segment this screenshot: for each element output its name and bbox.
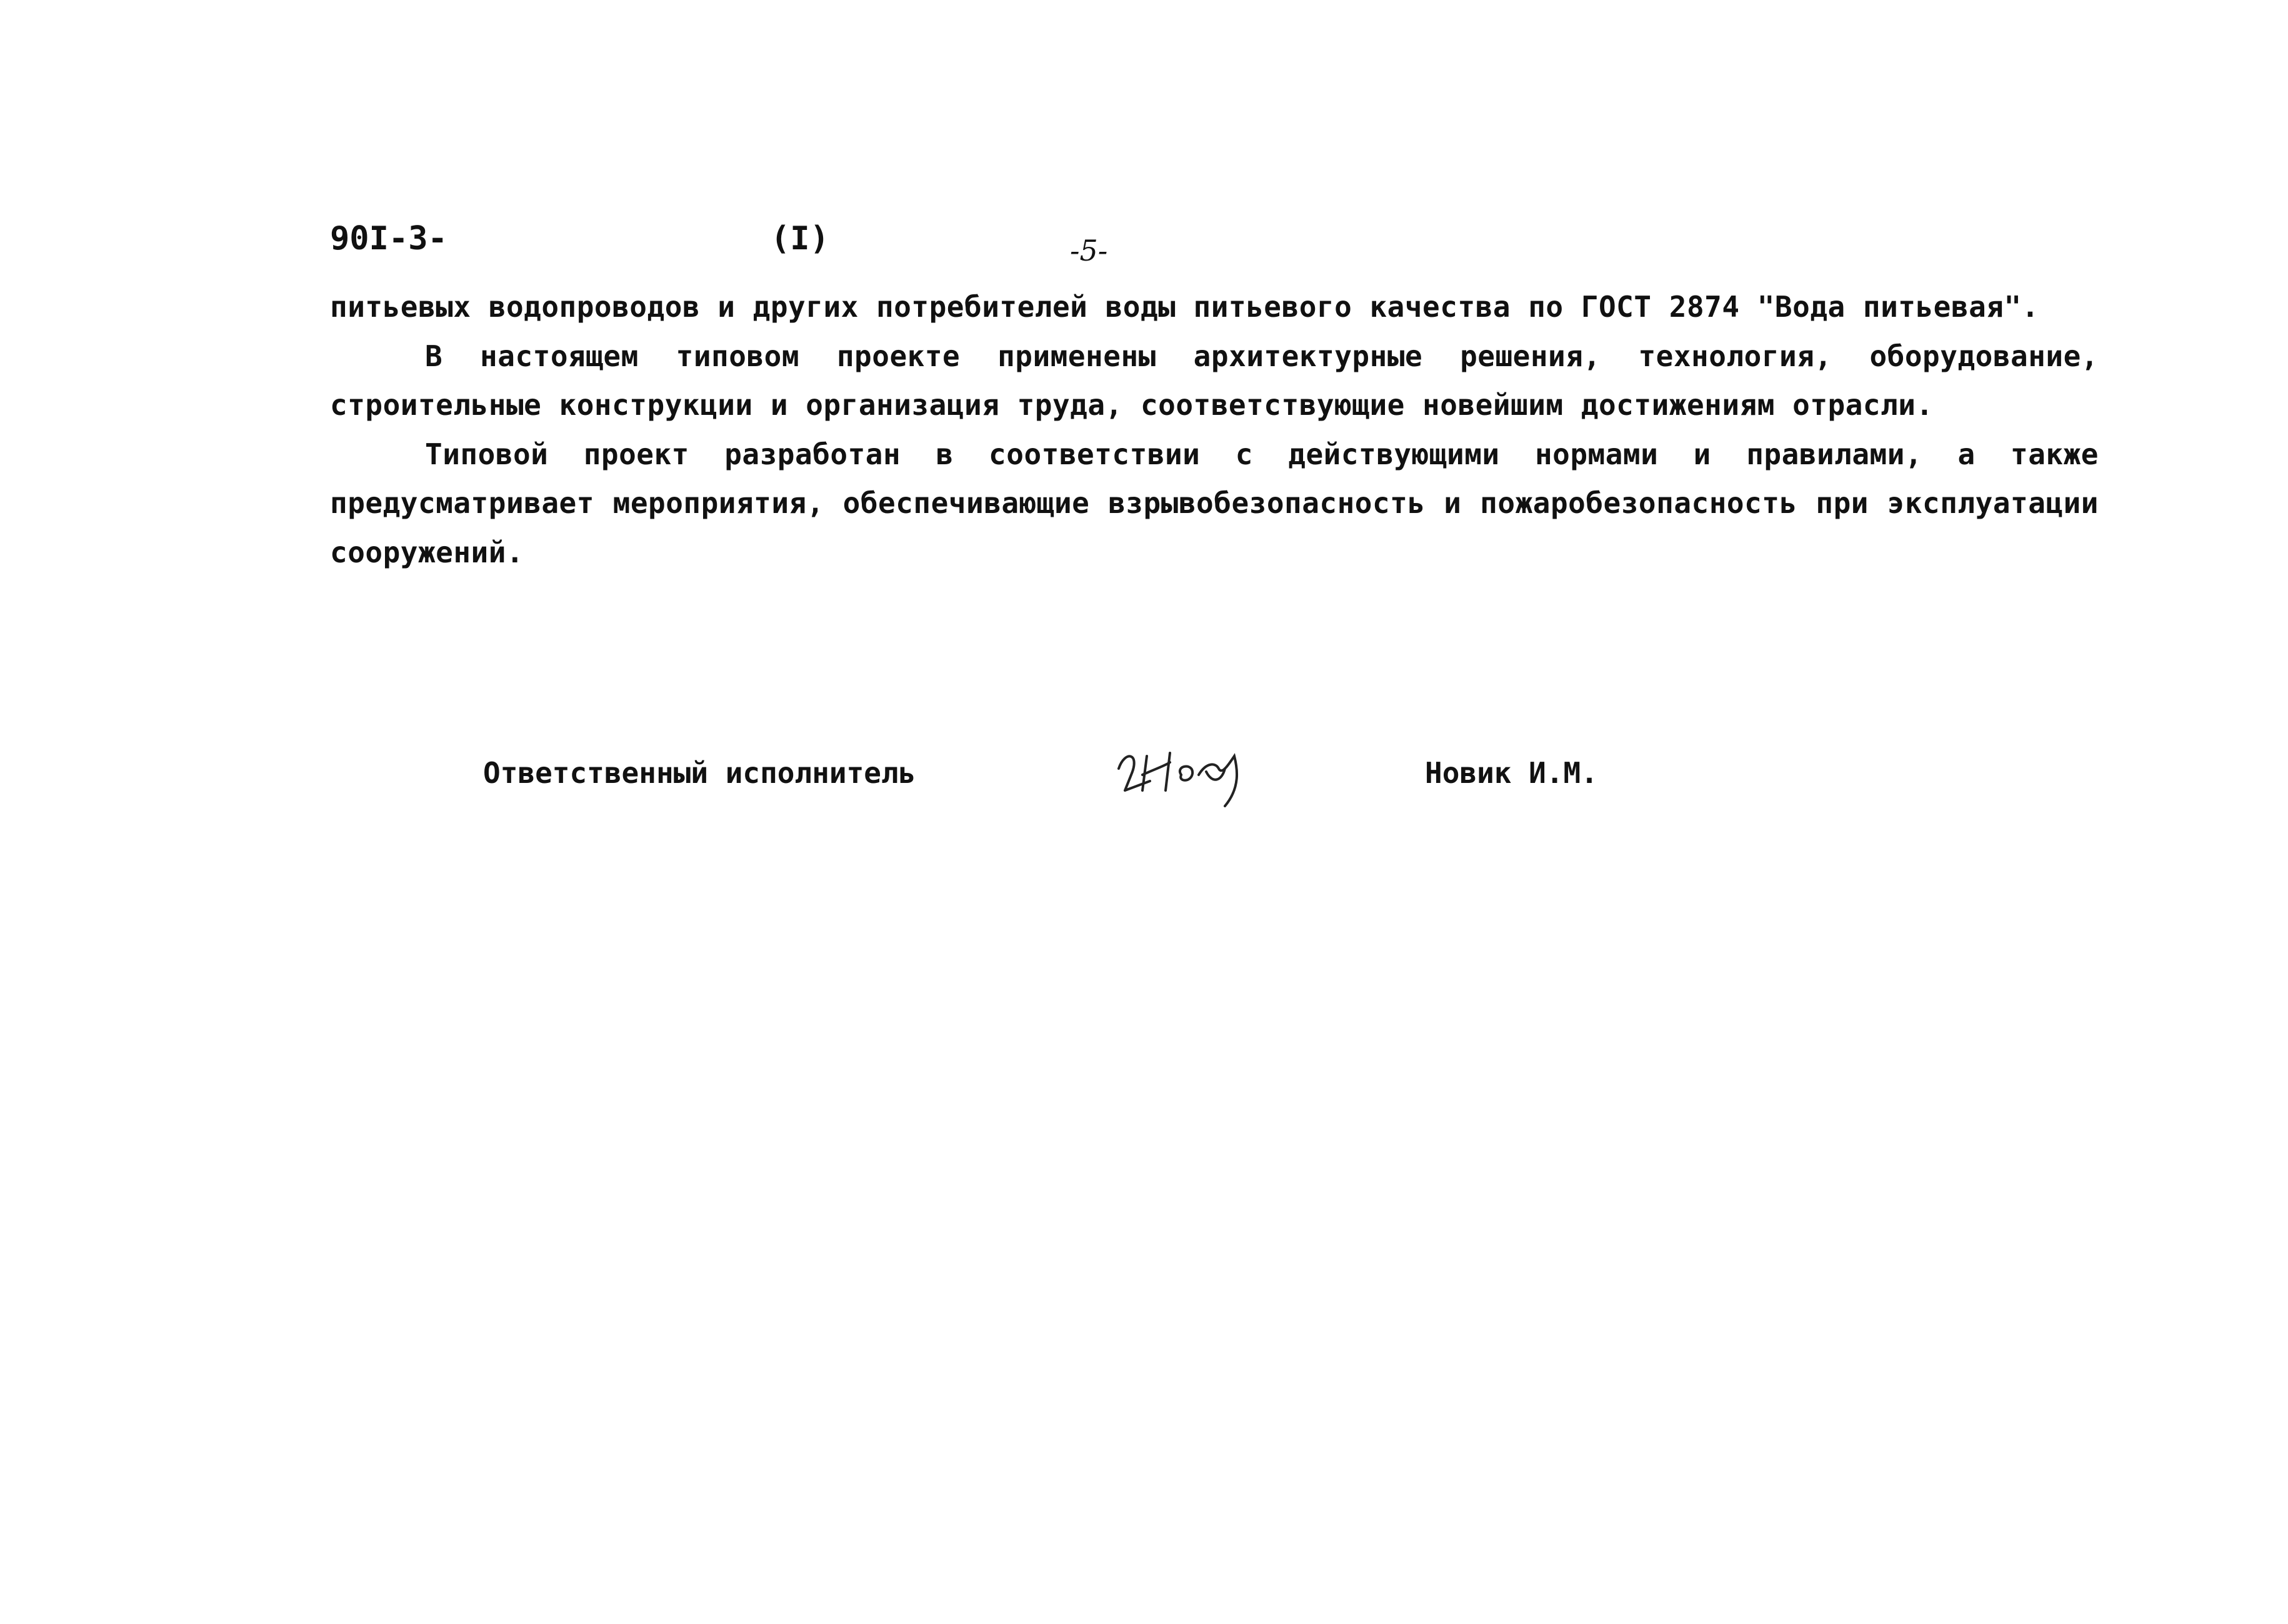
section-number: (I) — [771, 220, 829, 257]
signatory-role: Ответственный исполнитель — [483, 756, 916, 790]
paragraph-compliance: Типовой проект разработан в соответствии с действующими нормами и правилами, а также предусматривает мероприятия, обеспечивающие взрывобезопасность и пожаробезопасность при эксплуатации сооружений. — [330, 437, 2099, 569]
page-header — [0, 220, 2288, 267]
paragraph-project-solutions: В настоящем типовом проекте применены архитектурные решения, технология, оборудование, строительные конструкции и организация труда, соответствующие новейшим достижениям отрасли. — [330, 339, 2099, 422]
handwritten-signature-icon — [1112, 731, 1256, 812]
paragraph-continuation: питьевых водопроводов и других потребителей воды питьевого качества по ГОСТ 2874 "Вода питьевая". — [330, 290, 2039, 324]
signatory-name: Новик И.М. — [1425, 756, 1598, 790]
body-text — [330, 282, 2099, 577]
page-number: -5- — [1070, 234, 1108, 267]
document-number: 90I-3- — [330, 220, 447, 257]
signature-block — [0, 744, 2288, 831]
